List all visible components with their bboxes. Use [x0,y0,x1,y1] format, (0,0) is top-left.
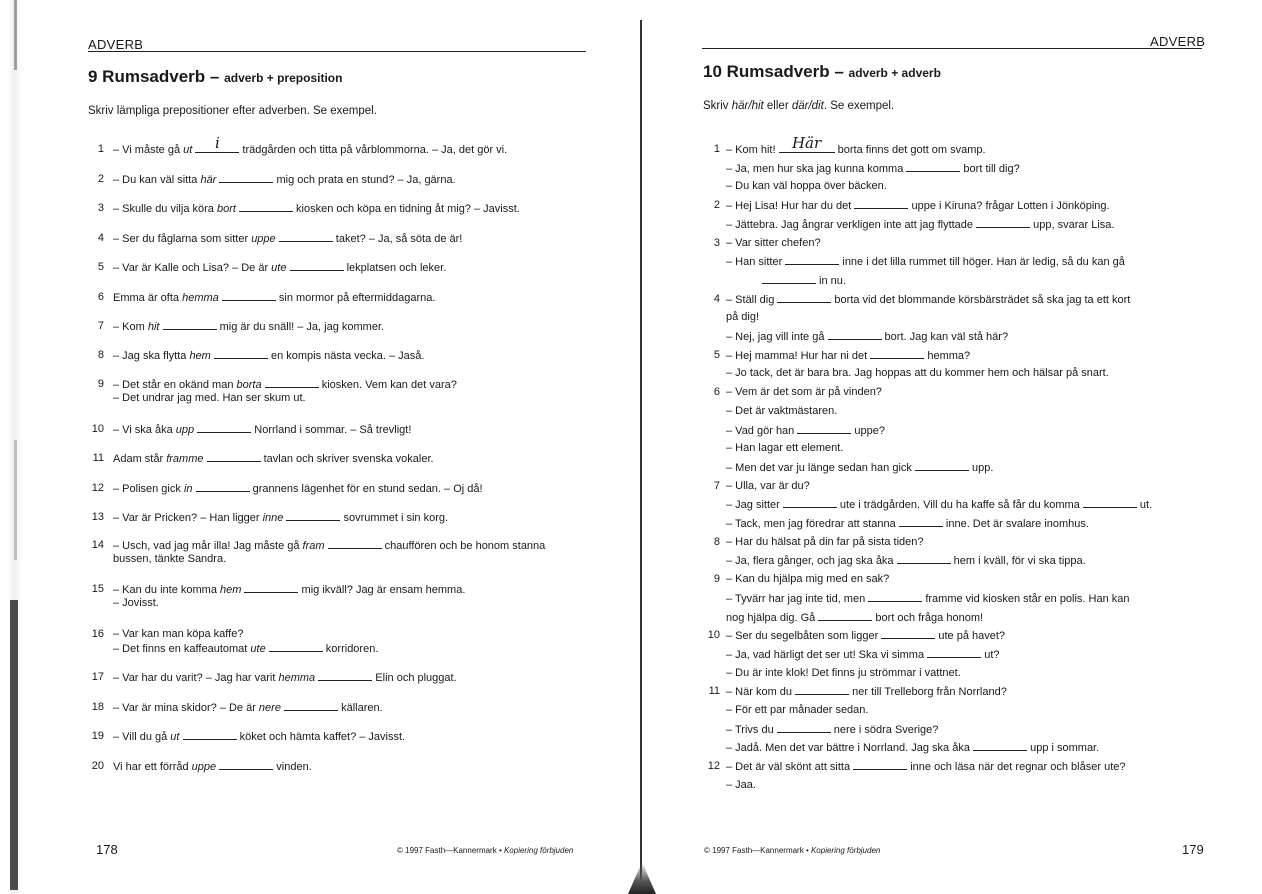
answer-blank[interactable] [927,647,981,658]
answer-blank[interactable] [881,628,935,639]
line-segment: – Ja, vad härligt det ser ut! Ska vi simma [726,649,928,661]
item-text [113,538,545,553]
line-segment: – Jadå. Men det var bättre i Norrland. Jag ska åka [726,742,974,754]
item-segment: Vi har ett förråd [113,761,192,773]
item-text [113,422,411,437]
answer-blank[interactable] [779,134,835,153]
adverb: borta [236,379,262,391]
item-text [113,510,448,525]
item-segment: lekplatsen och leker. [343,262,447,274]
item-number: 13 [91,511,104,523]
line-segment: på dig! [726,311,760,323]
line-text [726,385,882,399]
item-segment: källaren. [338,702,383,714]
line-segment: in nu. [816,275,846,287]
answer-blank[interactable] [973,740,1027,751]
exercise-title-sub: adverb + preposition [224,71,343,85]
item-text [113,759,312,774]
item-number: 9 [97,378,104,390]
line-text [726,516,1089,531]
line-text [726,628,1005,643]
answer-blank[interactable] [828,329,882,340]
item-segment: – Jovisst. [113,597,159,609]
item-segment: – Det står en okänd man [113,379,237,391]
item-segment: – Var är Pricken? – Han ligger [113,512,263,524]
adverb: hit [147,321,160,333]
line-segment: ner till Trelleborg från Norrland? [849,686,1007,698]
scan-artifact [14,440,17,560]
line-segment: ute på havet? [935,630,1006,642]
line-segment: hemma? [924,350,971,362]
item-segment: – Vi ska åka [113,424,176,436]
line-segment: – Det är vaktmästaren. [726,405,838,417]
line-segment: – Men det var ju länge sedan han gick [726,462,915,474]
line-text [726,684,1007,699]
item-text [113,377,457,392]
item-segment: Emma är ofta [113,292,183,304]
answer-blank[interactable] [777,292,831,303]
item-segment: – Det finns en kaffeautomat [113,643,251,655]
item-number: 12 [707,760,720,772]
item-number: 8 [97,349,104,361]
item-number: 6 [97,291,104,303]
line-segment: ute i trädgården. Vill du ha kaffe så får du komma [836,499,1083,511]
line-text [726,348,970,363]
item-number: 16 [91,628,104,640]
line-text [726,217,1114,232]
line-text [726,591,1130,606]
line-text [726,460,993,475]
footer-notice: Kopiering förbjuden [503,846,574,855]
line-text [726,778,756,792]
line-segment: bort och fråga honom! [872,612,984,624]
answer-blank[interactable] [286,510,340,521]
line-segment: inne och läsa när det regnar och blåser ute? [907,761,1126,773]
line-segment: framme vid kiosken står en polis. Han kan [922,593,1130,605]
answer-blank[interactable] [328,538,382,549]
answer-blank[interactable] [197,422,251,433]
line-segment: inne. Det är svalare inomhus. [942,518,1089,530]
item-number: 5 [713,349,720,361]
item-segment: – Ser du fåglarna som sitter [113,233,252,245]
item-segment: – Var är mina skidor? – De är [113,702,259,714]
line-segment: – Du är inte klok! Det finns ju strömmar i vattnet. [726,667,961,679]
item-text [113,670,457,685]
answer-blank[interactable] [196,481,250,492]
item-number: 10 [707,629,720,641]
item-segment: korridoren. [322,643,379,655]
line-text [726,479,810,493]
item-number: 11 [708,685,720,697]
answer-blank[interactable] [265,377,319,388]
item-number: 19 [91,730,104,742]
adverb: fram [302,540,325,552]
line-segment: – Det är väl skönt att sitta [726,761,854,773]
line-text [726,553,1086,568]
item-segment: – Var kan man köpa kaffe? [113,628,244,640]
line-text [726,740,1099,755]
adverb: ut [170,731,180,743]
adverb: inne [262,512,284,524]
item-segment: – Var är Kalle och Lisa? – De är [113,262,272,274]
line-segment: – Han sitter [726,256,786,268]
answer-blank[interactable] [868,591,922,602]
item-segment: Adam står [113,453,167,465]
item-segment: vinden. [273,761,312,773]
answer-blank[interactable] [870,348,924,359]
answer-blank[interactable] [854,198,908,209]
item-text [113,348,424,363]
item-number: 20 [91,760,104,772]
item-number: 3 [713,237,720,249]
line-text [726,610,983,625]
answer-blank[interactable] [163,319,217,330]
item-number: 17 [91,671,104,683]
item-text [113,134,508,157]
item-number: 18 [91,701,104,713]
line-segment: ut. [1136,499,1153,511]
answer-blank[interactable] [219,172,273,183]
line-text [726,366,1109,380]
line-segment: – Ser du segelbåten som ligger [726,630,882,642]
item-segment: chauffören och be honom stanna [381,540,546,552]
right-page [632,0,1262,894]
item-segment: – Jag ska flytta [113,350,190,362]
line-segment: – Hej mamma! Hur har ni det [726,350,871,362]
line-segment: – Nej, jag vill inte gå [726,331,828,343]
answer-blank[interactable] [899,516,943,527]
line-segment: – Jaa. [726,779,756,791]
line-segment: – Var sitter chefen? [726,237,821,249]
item-number: 7 [713,480,720,492]
answer-blank[interactable] [853,759,907,770]
item-number: 2 [97,173,104,185]
line-segment: – Jag sitter [726,499,783,511]
answer-blank[interactable] [195,134,239,153]
exercise-item-cont [113,641,378,656]
answer-blank[interactable] [279,231,333,242]
item-text [113,481,483,496]
scan-artifact [10,600,18,890]
answer-blank[interactable] [762,273,816,284]
line-text [726,236,821,250]
line-segment: – Hej Lisa! Hur har du det [726,200,855,212]
item-segment: tavlan och skriver svenska vokaler. [260,453,434,465]
item-segment: – Kom [113,321,148,333]
answer-blank[interactable] [795,684,849,695]
adverb: upp [175,424,195,436]
footer-copyright: © 1997 Fasth—Kannermark • [704,846,811,855]
item-number: 2 [713,199,720,211]
item-number: 1 [713,143,720,155]
left-page [0,0,630,894]
adverb: hem [189,350,211,362]
scan-edge [0,0,40,894]
item-segment: – Skulle du vilja köra [113,203,217,215]
footer-notice: Kopiering förbjuden [810,846,881,855]
answer-blank[interactable] [783,497,837,508]
answer-blank[interactable] [976,217,1030,228]
item-segment: – Det undrar jag med. Han ser skum ut. [113,392,306,404]
item-segment: mig och prata en stund? – Ja, gärna. [273,174,456,186]
line-text [726,703,868,717]
answer-blank[interactable] [183,729,237,740]
line-text [726,254,1125,269]
adverb: framme [166,453,204,465]
item-segment: – Polisen gick [113,483,184,495]
item-text [113,451,434,466]
item-segment: taket? – Ja, så söta de är! [332,233,463,245]
item-text [113,700,383,715]
exercise-item-cont [113,596,159,610]
line-segment: – Har du hälsat på din far på sista tiden? [726,536,924,548]
adverb: ut [183,144,193,156]
line-text [726,198,1110,213]
line-segment: ut? [981,649,1000,661]
item-segment: mig ikväll? Jag är ensam hemma. [298,584,466,596]
exercise-title-sub: adverb + adverb [848,66,941,80]
line-text [726,441,843,455]
item-text [113,172,456,187]
item-segment: sovrummet i sin korg. [340,512,449,524]
answer-blank[interactable] [239,201,293,212]
line-segment: – Ställ dig [726,294,778,306]
item-segment: köket och hämta kaffet? – Javisst. [236,731,406,743]
item-number: 6 [713,386,720,398]
line-segment: – Jättebra. Jag ångrar verkligen inte att jag flyttade [726,219,977,231]
line-segment: – Vad gör han [726,425,798,437]
item-segment: – Du kan väl sitta [113,174,201,186]
exercise-title-main: 10 Rumsadverb – [703,62,844,81]
line-text [726,572,889,586]
exercise-item-cont [113,552,226,566]
item-segment: grannens lägenhet för en stund sedan. – Oj då! [249,483,483,495]
adverb: hemma [182,292,219,304]
footer-copyright: © 1997 Fasth—Kannermark • [397,846,504,855]
line-text [726,722,938,737]
line-segment: upp. [968,462,994,474]
answer-blank[interactable] [818,610,872,621]
item-segment: – Usch, vad jag mår illa! Jag måste gå [113,540,303,552]
header-rule [88,51,586,52]
adverb: hem [220,584,242,596]
answer-blank[interactable] [906,161,960,172]
item-text [113,582,465,597]
adverb: uppe [251,233,276,245]
line-segment: – Kom hit! [726,144,779,156]
line-segment: – Ja, men hur ska jag kunna komma [726,163,907,175]
answer-blank[interactable] [1083,497,1137,508]
adverb: in [183,483,193,495]
line-text [726,535,924,549]
exercise-title-main: 9 Rumsadverb – [88,67,220,86]
page-number: 179 [1182,842,1204,857]
answer-blank[interactable] [785,254,839,265]
line-segment: – Vem är det som är på vinden? [726,386,882,398]
adverb: ute [250,643,266,655]
line-text [726,647,1000,662]
adverb: här [200,174,217,186]
item-text [113,627,243,641]
line-segment: uppe i Kiruna? frågar Lotten i Jönköping. [908,200,1110,212]
line-segment: – Tack, men jag föredrar att stanna [726,518,899,530]
item-number: 4 [97,232,104,244]
exercise-item-cont [113,391,306,405]
line-segment: nere i södra Sverige? [830,724,939,736]
line-segment: uppe? [851,425,886,437]
instruction: Skriv lämpliga prepositioner efter adverben. Se exempel. [88,105,377,117]
handwritten-answer: i [214,134,220,152]
answer-blank[interactable] [897,553,951,564]
line-text [726,759,1125,774]
line-text [726,497,1152,512]
item-number: 5 [97,261,104,273]
item-segment: Elin och pluggat. [372,672,457,684]
answer-blank[interactable] [244,582,298,593]
item-number: 4 [713,293,720,305]
answer-blank[interactable] [915,460,969,471]
adverb: bort [216,203,236,215]
line-text [726,329,1008,344]
line-segment: bort till dig? [960,163,1020,175]
item-number: 15 [91,583,104,595]
line-segment: borta vid det blommande körsbärsträdet så ska jag ta ett kort [831,294,1131,306]
line-text [726,423,885,438]
line-segment: – Ulla, var är du? [726,480,810,492]
item-number: 8 [713,536,720,548]
item-number: 1 [97,143,104,155]
line-segment: – Ja, flera gånger, och jag ska åka [726,555,897,567]
item-segment: trädgården och titta på vårblommorna. – Ja, det gör vi. [239,144,508,156]
line-segment: nog hjälpa dig. Gå [726,612,819,624]
item-text [113,290,435,305]
item-number: 14 [91,539,104,551]
answer-blank[interactable] [222,290,276,301]
page-number: 178 [96,842,118,857]
line-segment: – Tyvärr har jag inte tid, men [726,593,869,605]
item-text [113,201,520,216]
line-text [726,310,759,324]
line-text [726,404,837,418]
exercise-title [703,62,941,82]
scan-artifact [14,0,17,70]
answer-blank[interactable] [797,423,851,434]
line-segment: hem i kväll, för vi ska tippa. [950,555,1086,567]
item-segment: bussen, tänkte Sandra. [113,553,227,565]
line-text [726,161,1020,176]
footer [704,846,880,855]
instruction: Skriv här/hit eller där/dit. Se exempel. [703,100,895,112]
item-segment: – Kan du inte komma [113,584,221,596]
line-segment: bort. Jag kan väl stå här? [881,331,1009,343]
adverb: nere [258,702,281,714]
item-segment: en kompis nästa vecka. – Jaså. [267,350,425,362]
answer-blank[interactable] [214,348,268,359]
adverb: hemma [278,672,316,684]
answer-blank[interactable] [777,722,831,733]
line-segment: inne i det lilla rummet till höger. Han är ledig, så du kan gå [839,256,1125,268]
line-segment: – Trivs du [726,724,777,736]
answer-blank[interactable] [269,641,323,652]
line-text [762,273,846,288]
running-head: ADVERB [1150,34,1206,49]
adverb: uppe [191,761,217,773]
line-segment: – Han lagar ett element. [726,442,844,454]
answer-blank[interactable] [207,451,261,462]
line-segment: upp i sommar. [1027,742,1100,754]
line-segment: – Jo tack, det är bara bra. Jag hoppas att du kommer hem och hälsar på snart. [726,367,1109,379]
header-rule [702,48,1202,49]
item-number: 3 [97,202,104,214]
item-segment: Norrland i sommar. – Så trevligt! [251,424,412,436]
line-segment: – Kan du hjälpa mig med en sak? [726,573,890,585]
item-number: 11 [92,452,104,464]
item-number: 7 [97,320,104,332]
line-text [726,134,986,157]
answer-blank[interactable] [219,759,273,770]
item-segment: kiosken. Vem kan det vara? [318,379,457,391]
item-segment: – Var har du varit? – Jag har varit [113,672,279,684]
item-number: 9 [713,573,720,585]
item-text [113,231,462,246]
item-segment: – Vill du gå [113,731,171,743]
line-text [726,666,961,680]
line-segment: – För ett par månader sedan. [726,704,869,716]
exercise-title [88,67,342,87]
answer-blank[interactable] [318,670,372,681]
line-segment: borta finns det gott om svamp. [834,144,986,156]
answer-blank[interactable] [290,260,344,271]
item-text [113,319,384,334]
handwritten-answer: Här [791,134,822,152]
adverb: ute [271,262,287,274]
line-segment: – Du kan väl hoppa över bäcken. [726,180,887,192]
item-segment: mig är du snäll! – Ja, jag kommer. [216,321,385,333]
item-text [113,260,446,275]
item-segment: kiosken och köpa en tidning åt mig? – Javisst. [292,203,520,215]
running-head: ADVERB [88,37,144,52]
item-segment: – Vi måste gå [113,144,184,156]
item-text [113,729,405,744]
footer [397,846,573,855]
item-number: 10 [91,423,104,435]
answer-blank[interactable] [284,700,338,711]
line-text [726,179,887,193]
item-number: 12 [91,482,104,494]
item-segment: sin mormor på eftermiddagarna. [275,292,436,304]
line-segment: – När kom du [726,686,796,698]
line-text [726,292,1130,307]
line-segment: upp, svarar Lisa. [1030,219,1115,231]
